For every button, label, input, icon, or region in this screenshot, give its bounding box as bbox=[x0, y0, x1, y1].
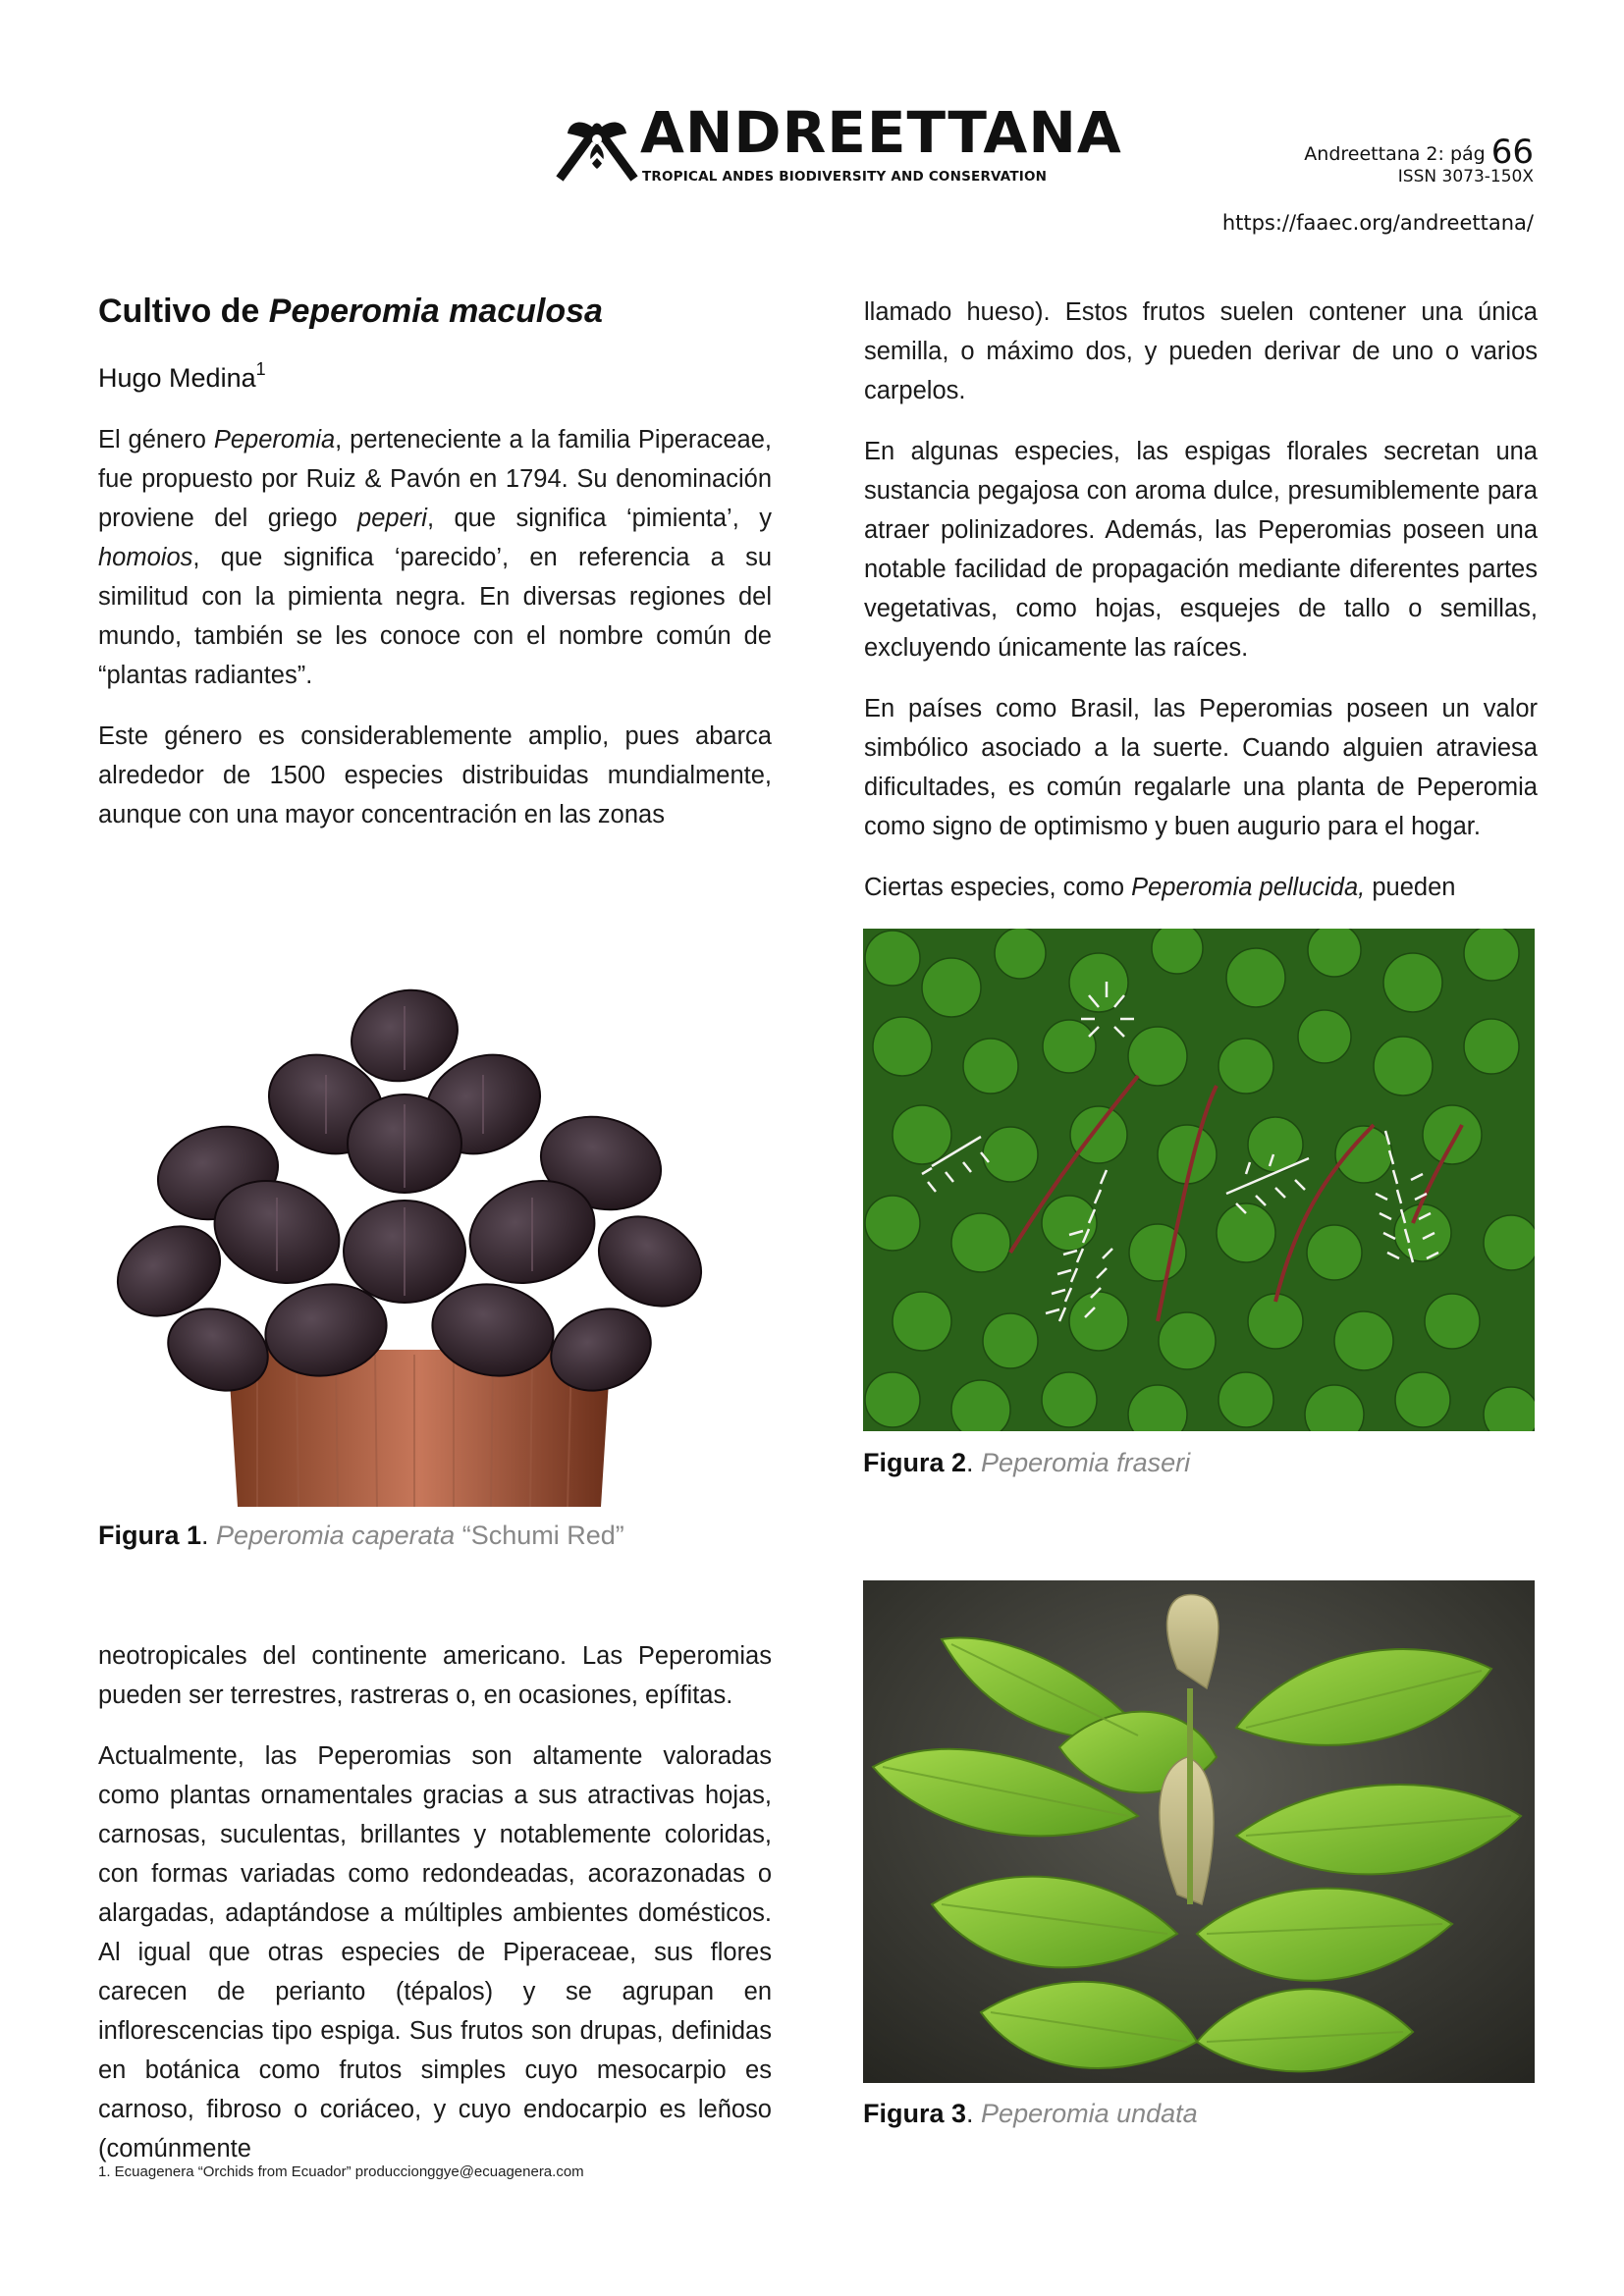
left-column-bottom bbox=[98, 1636, 772, 2190]
paragraph: Ciertas especies, como Peperomia pellucida, pueden bbox=[864, 874, 1456, 901]
paragraph: llamado hueso). Estos frutos suelen contener una única semilla, o máximo dos, y pueden derivar de uno o varios carpelos. bbox=[864, 298, 1538, 404]
figure-2-photo bbox=[863, 929, 1535, 1431]
orchid-mountain-icon bbox=[556, 110, 638, 192]
article-title: Cultivo de Peperomia maculosa bbox=[98, 293, 603, 330]
figure-1-caption: Figura 1. Peperomia caperata “Schumi Red” bbox=[98, 1521, 624, 1550]
paragraph: Este género es considerablemente amplio, pues abarca alrededor de 1500 especies distribuidas mundialmente, aunque con una mayor concentración en las zonas bbox=[98, 722, 772, 828]
figure-3-photo bbox=[863, 1580, 1535, 2083]
peperomia-caperata-image bbox=[110, 977, 709, 1507]
journal-logo bbox=[556, 99, 1122, 194]
figure-2-caption: Figura 2. Peperomia fraseri bbox=[863, 1448, 1191, 1477]
journal-name: ANDREETTANA bbox=[640, 99, 1122, 166]
figure-3-caption: Figura 3. Peperomia undata bbox=[863, 2099, 1198, 2128]
issn: ISSN 3073-150X bbox=[1397, 167, 1534, 187]
article-author: Hugo Medina$^1$ bbox=[98, 359, 266, 393]
page-number: 66 bbox=[1490, 133, 1534, 172]
page-info bbox=[1304, 135, 1534, 187]
paragraph: En países como Brasil, las Peperomias poseen un valor simbólico asociado a la suerte. Cuando alguien atraviesa dificultades, es común regalarle una planta de Peperomia como signo de optimismo y buen augurio para el hogar. bbox=[864, 695, 1538, 840]
figure-1-photo bbox=[110, 977, 709, 1507]
paragraph: En algunas especies, las espigas florales secretan una sustancia pegajosa con aroma dulce, presumiblemente para atraer polinizadores. Además, las Peperomias poseen una notable facilidad de propagación mediante diferentes partes vegetativas, como hojas, esquejes de tallo o semillas, excluyendo únicamente las raíces. bbox=[864, 438, 1538, 662]
paragraph: El género Peperomia, perteneciente a la familia Piperaceae, fue propuesto por Ruiz & Pavón en 1794. Su denominación proviene del griego peperi, que significa ‘pimienta’, y homoios, que significa ‘parecido’, en referencia a su similitud con la pimienta negra. En diversas regiones del mundo, también se les conoce con el nombre común de “plantas radiantes”. bbox=[98, 426, 772, 689]
journal-tagline: TROPICAL ANDES BIODIVERSITY AND CONSERVATION bbox=[642, 169, 1048, 185]
left-column-top bbox=[98, 420, 772, 856]
right-column-top bbox=[864, 293, 1538, 929]
title-species: Peperomia maculosa bbox=[268, 293, 603, 330]
footnote: 1. Ecuagenera “Orchids from Ecuador” produccionggye@ecuagenera.com bbox=[98, 2163, 584, 2180]
peperomia-undata-image bbox=[863, 1580, 1535, 2083]
page-label: Andreettana 2: pág bbox=[1304, 143, 1486, 165]
peperomia-fraseri-image bbox=[863, 929, 1535, 1431]
author-footnote-ref[interactable]: 1 bbox=[255, 359, 266, 379]
journal-url[interactable]: https://faaec.org/andreettana/ bbox=[1221, 211, 1534, 235]
paragraph: Actualmente, las Peperomias son altamente valoradas como plantas ornamentales gracias a sus atractivas hojas, carnosas, suculentas, brillantes y notablemente coloridas, con formas variadas como redondeadas, acorazonadas o alargadas, adaptándose a múltiples ambientes domésticos. Al igual que otras especies de Piperaceae, sus flores carecen de perianto (tépalos) y se agrupan en inflorescencias tipo espiga. Sus frutos son drupas, definidas en botánica como frutos simples cuyo mesocarpio es carnoso, fibroso o coriáceo, y cuyo endocarpio es leñoso (comúnmente bbox=[98, 1742, 772, 2163]
paragraph: neotropicales del continente americano. Las Peperomias pueden ser terrestres, rastreras o, en ocasiones, epífitas. bbox=[98, 1642, 772, 1709]
